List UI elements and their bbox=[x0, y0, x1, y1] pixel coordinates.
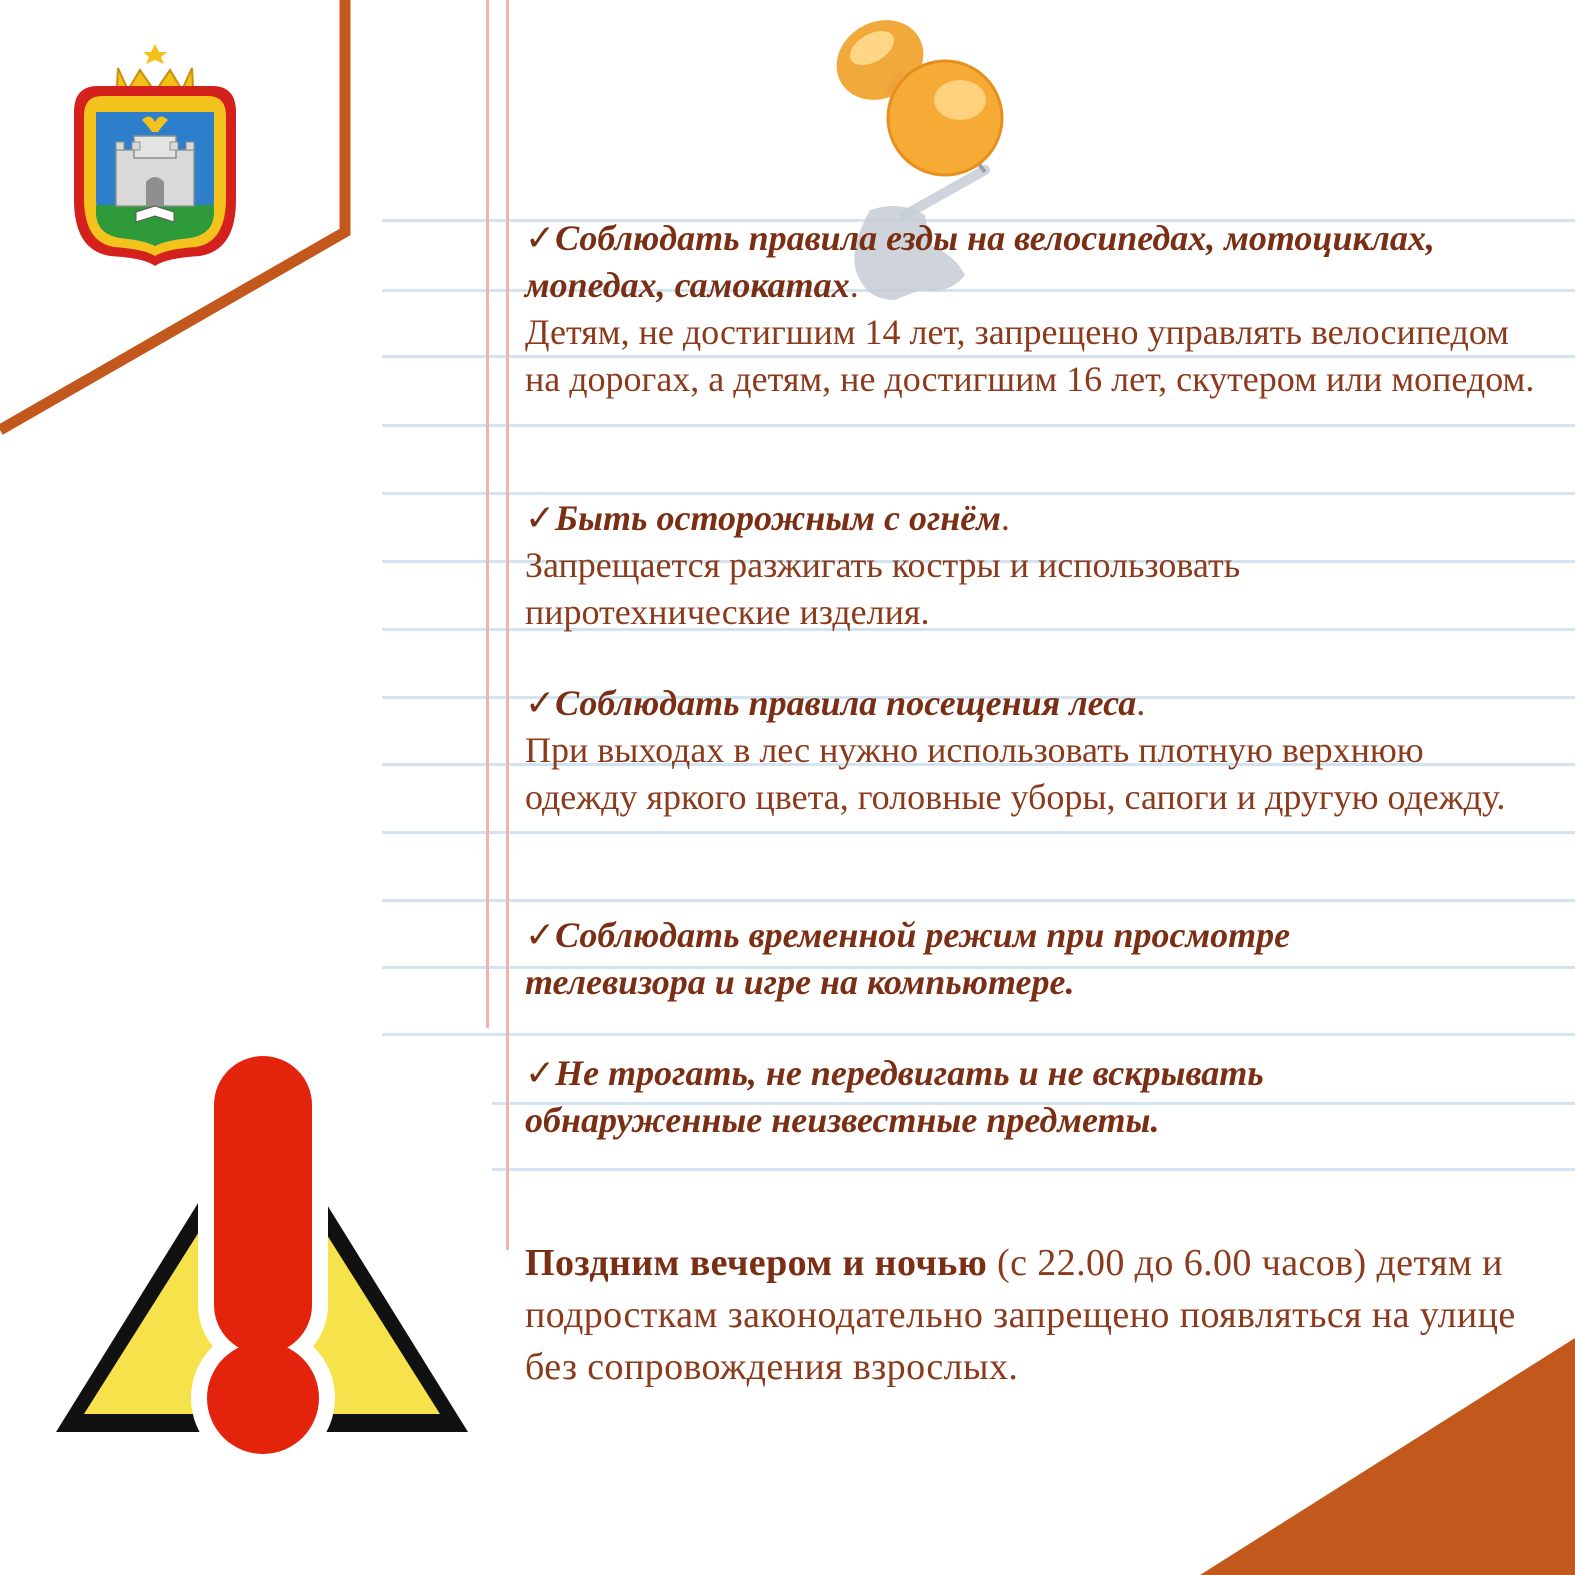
rule-block-3 bbox=[525, 680, 1535, 821]
rule-item bbox=[525, 912, 1385, 1006]
curfew-notice-bold: Поздним вечером и ночью bbox=[525, 1242, 988, 1284]
checkmark-icon: ✓ bbox=[525, 915, 556, 955]
rule-text: Детям, не достигшим 14 лет, запрещено управлять велосипедом на дорогах, а детям, не достигшим 16 лет, скутером или мопедом. bbox=[525, 312, 1535, 399]
rule-title: Соблюдать правила посещения леса bbox=[555, 683, 1137, 723]
rule-item bbox=[525, 1050, 1385, 1144]
rule-title: Соблюдать правила езды на велосипедах, мотоциклах, мопедах, самокатах bbox=[525, 218, 1435, 305]
rule-block-5 bbox=[525, 1050, 1385, 1144]
rule-block-4 bbox=[525, 912, 1385, 1006]
checkmark-icon: ✓ bbox=[525, 1053, 556, 1093]
checkmark-icon: ✓ bbox=[525, 498, 556, 538]
rule-text: При выходах в лес нужно использовать плотную верхнюю одежду яркого цвета, головные уборы, сапоги и другую одежду. bbox=[525, 730, 1506, 817]
warning-icon bbox=[56, 1040, 468, 1470]
rule-title: Быть осторожным с огнём bbox=[555, 498, 1001, 538]
rule-title: Не трогать, не передвигать и не вскрывать обнаруженные неизвестные предметы. bbox=[525, 1053, 1264, 1140]
rule-block-2 bbox=[525, 495, 1535, 636]
rule-item: ✓Быть осторожным с огнём. Запрещается разжигать костры и использовать пиротехнические изделия. bbox=[525, 495, 1535, 636]
rule-text: Запрещается разжигать костры и использовать пиротехнические изделия. bbox=[525, 545, 1241, 632]
curfew-notice bbox=[525, 1237, 1545, 1393]
rule-item: ✓Соблюдать правила езды на велосипедах, мотоциклах, мопедах, самокатах. Детям, не достигшим 14 лет, запрещено управлять велосипедом на дорогах, а детям, не достигшим 16 лет, скутером или мопедом. bbox=[525, 218, 1535, 399]
checkmark-icon: ✓ bbox=[525, 683, 556, 723]
rules-list bbox=[525, 215, 1535, 403]
checkmark-icon: ✓ bbox=[525, 218, 556, 258]
rule-title: Соблюдать временной режим при просмотре телевизора и игре на компьютере. bbox=[525, 915, 1291, 1002]
rule-item: ✓Соблюдать правила посещения леса. При выходах в лес нужно использовать плотную верхнюю одежду яркого цвета, головные уборы, сапоги и другую одежду. bbox=[525, 683, 1506, 817]
curfew-notice-text: (с 22.00 до 6.00 часов) детям и подросткам законодательно запрещено появляться на улице без сопровождения взрослых. bbox=[525, 1242, 1516, 1388]
coat-of-arms-icon bbox=[74, 44, 236, 266]
